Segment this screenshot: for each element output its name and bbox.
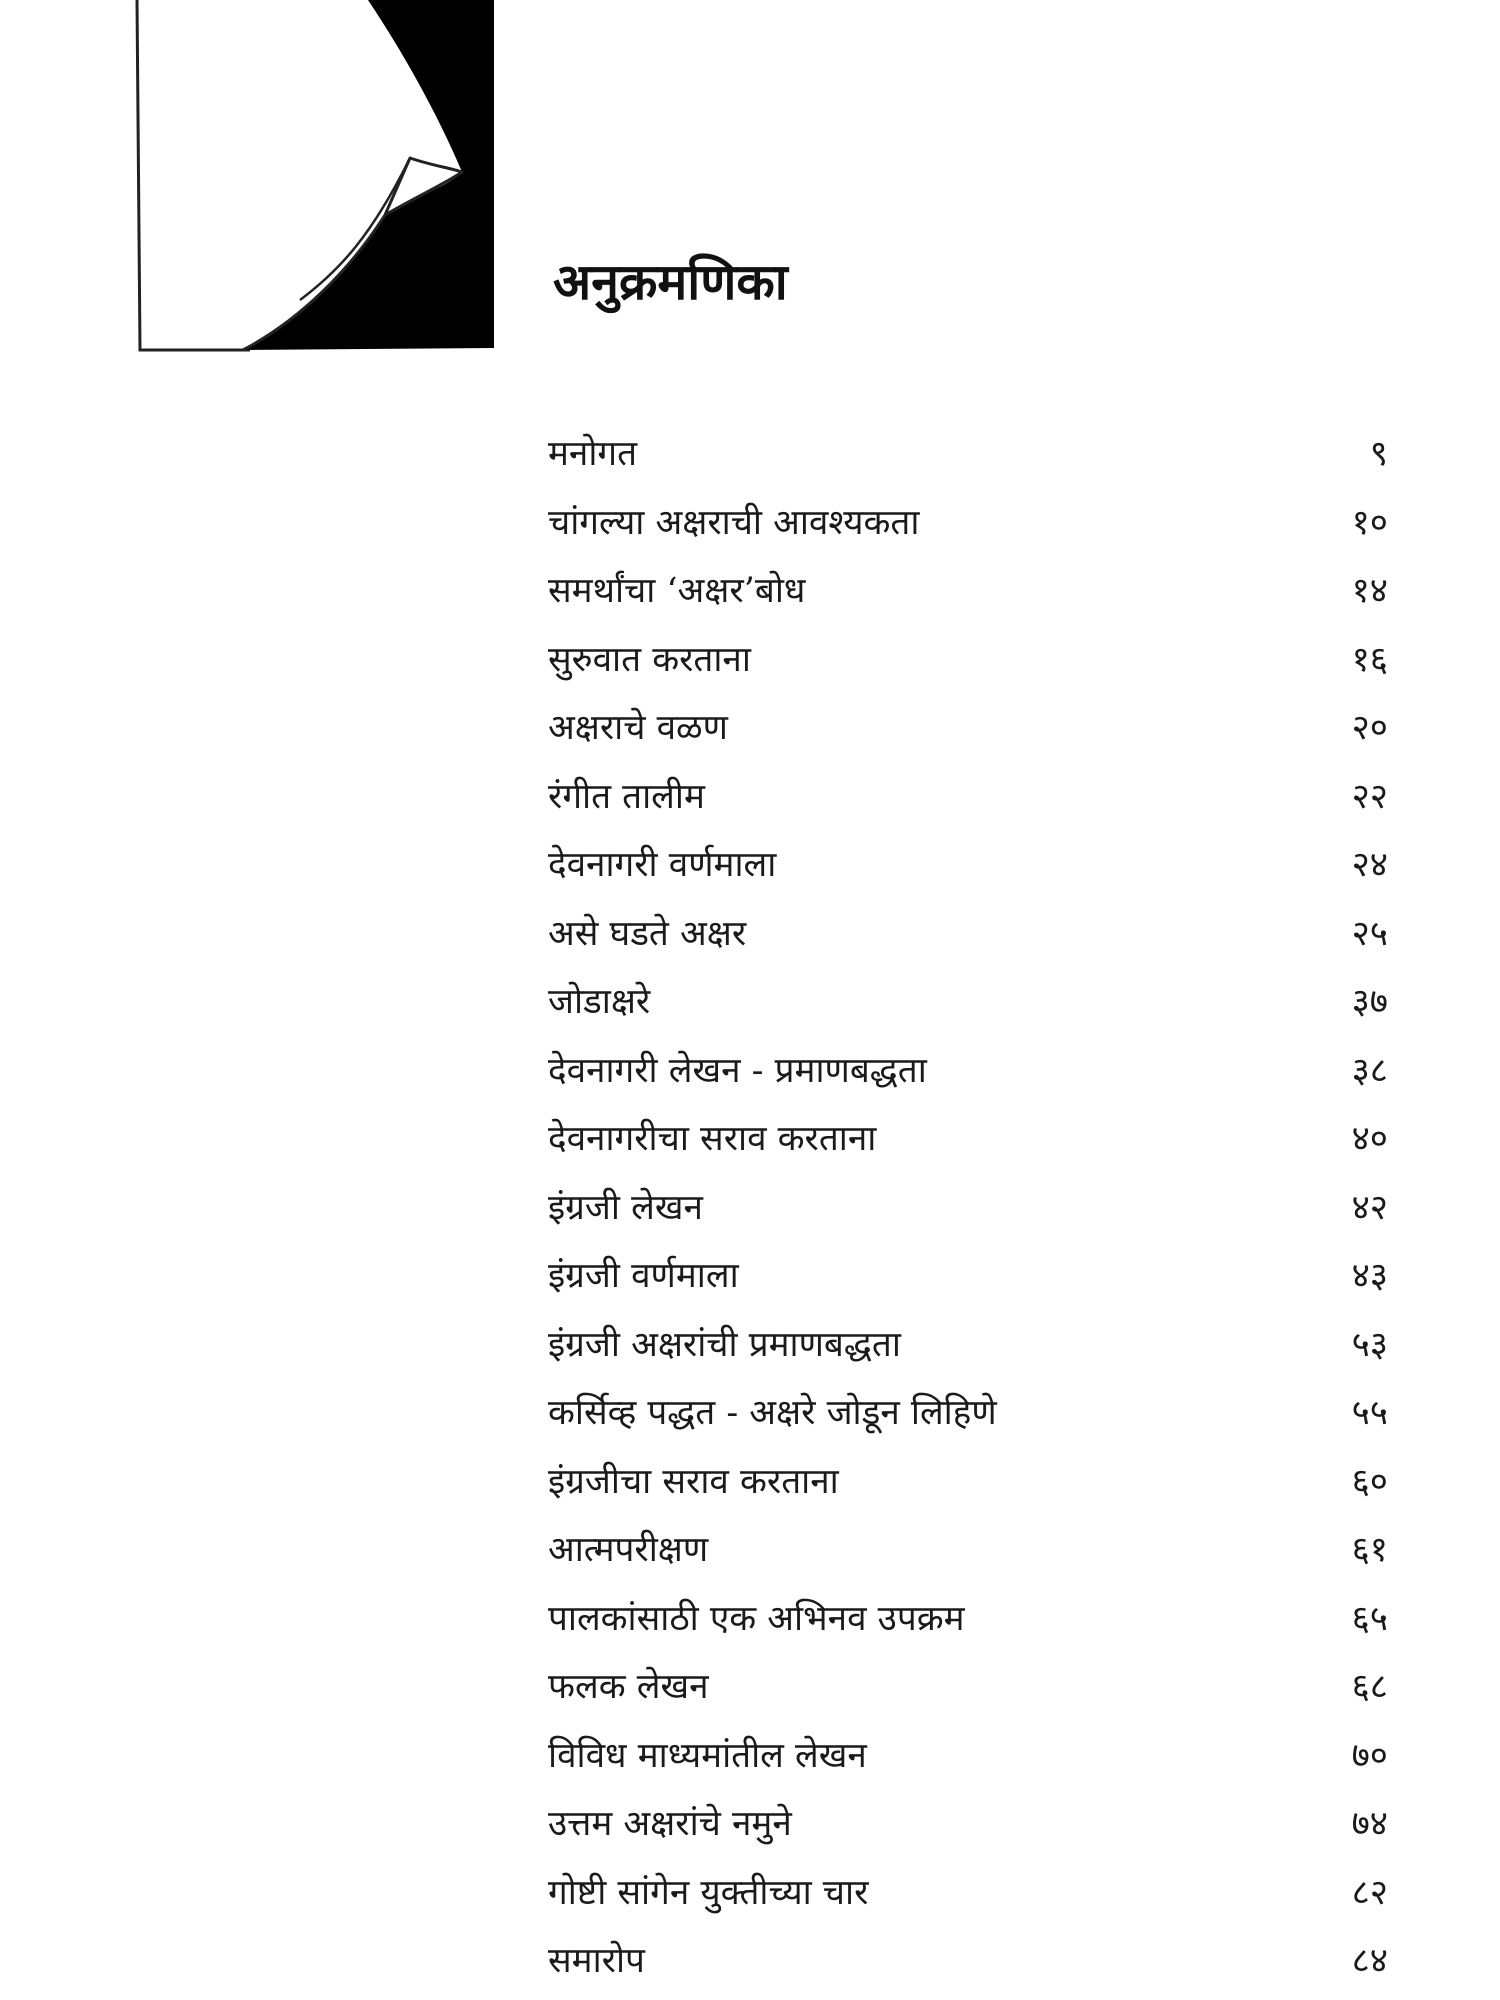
toc-row [548,763,1388,832]
toc-page-number: ४० [1351,1119,1388,1159]
toc-row [548,626,1388,695]
toc-row [548,1448,1388,1517]
toc-page-number: ७४ [1351,1804,1388,1844]
toc-page-number: ३७ [1351,982,1388,1022]
toc-page-number: २५ [1351,913,1388,954]
toc-page-number: ४३ [1351,1256,1388,1296]
toc-entry-title: कर्सिव्ह पद्धत - अक्षरे जोडून लिहिणे [548,1393,997,1433]
toc-page-number: ६० [1351,1461,1388,1502]
toc-row [548,900,1388,969]
toc-row [548,1790,1388,1859]
toc-row [548,489,1388,558]
toc-page-number: ८२ [1351,1872,1388,1913]
toc-entry-title: आत्मपरीक्षण [548,1530,709,1570]
toc-page-number: १० [1351,502,1388,543]
toc-entry-title: इंग्रजी अक्षरांची प्रमाणबद्धता [548,1324,901,1365]
toc-page-number: ७० [1351,1735,1388,1776]
toc-entry-title: मनोगत [548,434,638,474]
toc-entry-title: रंगीत तालीम [548,776,705,817]
toc-row [548,1174,1388,1243]
table-of-contents [548,420,1388,1996]
toc-page-number: ६८ [1351,1667,1388,1707]
toc-page-number: ५५ [1351,1393,1388,1433]
toc-entry-title: उत्तम अक्षरांचे नमुने [548,1804,792,1844]
toc-entry-title: समारोप [548,1941,645,1981]
toc-row [548,1927,1388,1996]
toc-entry-title: इंग्रजीचा सराव करताना [548,1461,839,1502]
toc-row [548,1585,1388,1654]
toc-entry-title: पालकांसाठी एक अभिनव उपक्रम [548,1598,965,1639]
toc-row [548,1242,1388,1311]
toc-entry-title: फलक लेखन [548,1667,709,1707]
toc-page-number: ५३ [1351,1324,1388,1365]
toc-row [548,1379,1388,1448]
toc-entry-title: देवनागरी वर्णमाला [548,845,777,885]
toc-row [548,557,1388,626]
toc-entry-title: समर्थांचा ‘अक्षर’बोध [548,571,806,611]
toc-row [548,420,1388,489]
toc-page-number: ८४ [1351,1941,1388,1981]
toc-row [548,1037,1388,1106]
toc-entry-title: सुरुवात करताना [548,639,751,680]
toc-entry-title: जोडाक्षरे [548,982,651,1022]
toc-entry-title: अक्षराचे वळण [548,708,728,748]
toc-row [548,1311,1388,1380]
page-curl-illustration [0,0,500,360]
toc-entry-title: चांगल्या अक्षराची आवश्यकता [548,502,920,543]
toc-entry-title: इंग्रजी वर्णमाला [548,1256,739,1296]
toc-page-number: १४ [1351,571,1388,611]
toc-row [548,831,1388,900]
toc-page-number: ३८ [1351,1050,1388,1091]
toc-page-number: १६ [1351,639,1388,680]
toc-entry-title: असे घडते अक्षर [548,913,747,954]
toc-entry-title: देवनागरी लेखन - प्रमाणबद्धता [548,1050,927,1091]
toc-row [548,968,1388,1037]
toc-page-number: ९ [1369,434,1388,474]
toc-page-number: २२ [1351,776,1388,817]
toc-row [548,1653,1388,1722]
toc-entry-title: गोष्टी सांगेन युक्तीच्या चार [548,1872,869,1913]
page-title: अनुक्रमणिका [553,253,788,311]
page-outline [137,0,250,350]
toc-row [548,1516,1388,1585]
toc-page-number: २४ [1351,845,1388,885]
toc-row [548,694,1388,763]
toc-page-number: ४२ [1351,1187,1388,1228]
toc-entry-title: इंग्रजी लेखन [548,1187,703,1228]
toc-row [548,1722,1388,1791]
toc-page-number: २० [1351,708,1388,748]
toc-entry-title: देवनागरीचा सराव करताना [548,1119,877,1159]
toc-entry-title: विविध माध्यमांतील लेखन [548,1735,867,1776]
toc-page-number: ६१ [1351,1530,1388,1570]
toc-page-number: ६५ [1351,1598,1388,1639]
toc-row [548,1105,1388,1174]
toc-row [548,1859,1388,1928]
